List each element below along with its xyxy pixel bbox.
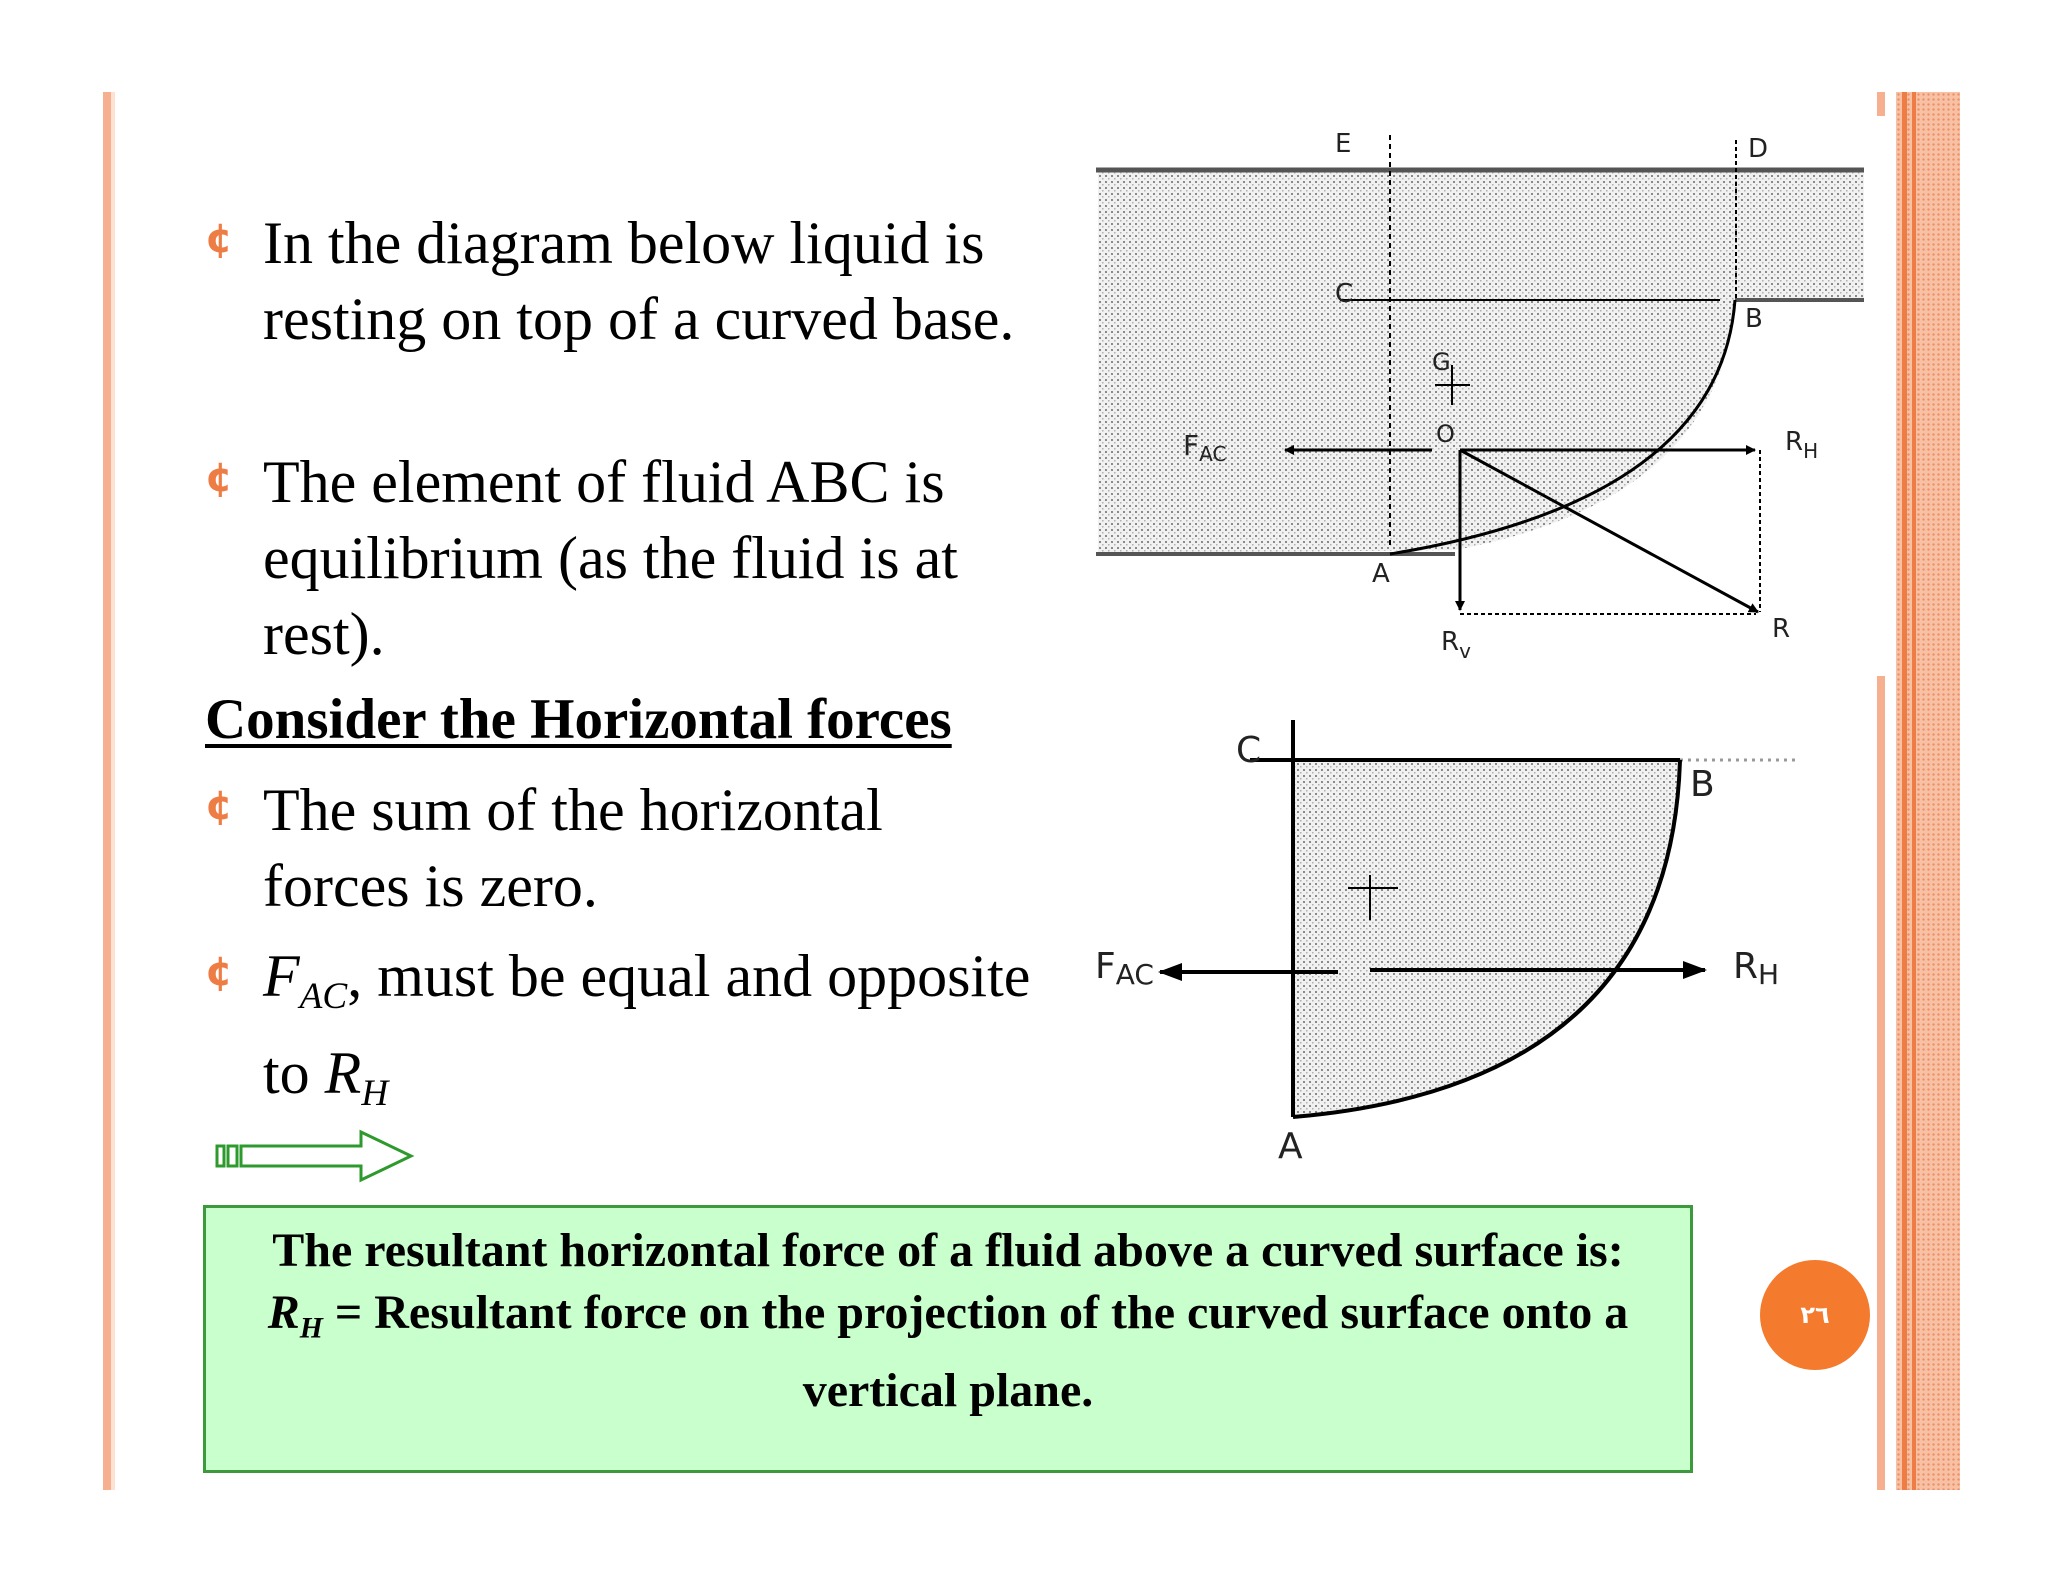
equation-text: , must be equal and opposite to: [263, 943, 1031, 1106]
page-number-badge: ٢٦: [1760, 1260, 1870, 1370]
label-e: E: [1335, 129, 1352, 159]
bullet-icon: ¢: [205, 783, 233, 829]
liquid-region-lower: [1098, 300, 1735, 554]
bullet-text: The element of fluid ABC is equilibrium (as the fluid is at rest).: [263, 449, 958, 667]
rh-symbol: R: [267, 1286, 300, 1339]
f-subscript: AC: [299, 975, 348, 1017]
label-fac-bottom: FAC: [1095, 946, 1154, 991]
bullet-text: In the diagram below liquid is resting on top of a curved base.: [263, 210, 1015, 352]
f-symbol: F: [263, 943, 300, 1009]
label-fac: $F_{AC}$: [1183, 429, 1227, 466]
label-o: O: [1436, 420, 1455, 448]
bullet-icon: ¢: [205, 455, 233, 501]
label-rh-bottom: RH: [1733, 946, 1780, 991]
rh-subscript: H: [299, 1311, 323, 1345]
label-b: B: [1745, 304, 1763, 334]
label-g: G: [1432, 348, 1451, 376]
label-a-bottom: A: [1278, 1126, 1303, 1167]
diagram-top: [1096, 129, 1864, 663]
section-heading: Consider the Horizontal forces: [205, 688, 952, 751]
fluid-element-abc: [1293, 760, 1680, 1117]
bullet-icon: ¢: [205, 949, 233, 995]
summary-line-1: The resultant horizontal force of a fluid above a curved surface is:: [272, 1224, 1624, 1277]
r-subscript: H: [361, 1072, 389, 1114]
summary-definition: = Resultant force on the projection of the curved surface onto a vertical plane.: [322, 1286, 1629, 1417]
label-rh: $R_H$: [1785, 427, 1819, 463]
label-r: R: [1772, 614, 1791, 644]
bullet-text: The sum of the horizontal forces is zero.: [263, 777, 883, 919]
label-a: A: [1372, 559, 1390, 589]
label-c-bottom: C: [1236, 730, 1262, 771]
diagram-bottom: [1095, 720, 1800, 1167]
label-c: C: [1335, 279, 1354, 309]
liquid-region-upper: [1098, 170, 1864, 300]
label-b-bottom: B: [1690, 764, 1715, 805]
r-symbol: R: [324, 1039, 362, 1106]
label-rv: $R_v$: [1441, 627, 1471, 663]
label-d: D: [1748, 134, 1769, 164]
bullet-icon: ¢: [205, 216, 233, 262]
